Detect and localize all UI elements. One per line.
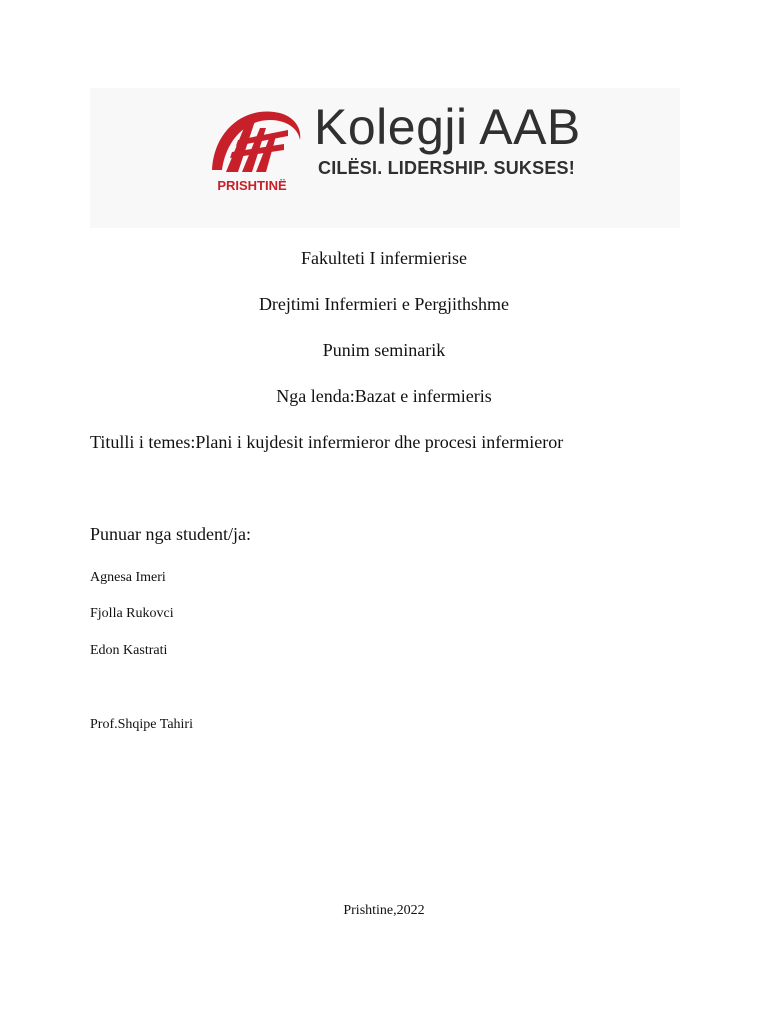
aab-emblem-graphic (204, 100, 304, 194)
program-line: Drejtimi Infermieri e Pergjithshme (258, 294, 510, 314)
logo-banner (90, 88, 680, 228)
topic-title: Titulli i temes:Plani i kujdesit infermieror dhe procesi infermieror (90, 432, 564, 452)
professor-name: Prof.Shqipe Tahiri (90, 717, 193, 732)
author-name: Fjolla Rukovci (90, 606, 174, 621)
college-tagline: CILËSI. LIDERSHIP. SUKSES! (318, 158, 575, 178)
emblem-label: PRISHTINË (217, 178, 287, 193)
author-name: Edon Kastrati (90, 643, 168, 658)
author-name: Agnesa Imeri (90, 570, 166, 585)
faculty-line: Fakulteti I infermierise (301, 248, 467, 268)
document-type-line: Punim seminarik (322, 340, 446, 360)
aab-emblem-icon (204, 100, 304, 194)
authors-heading: Punuar nga student/ja: (90, 524, 251, 544)
place-date: Prishtine,2022 (343, 903, 425, 918)
subject-line: Nga lenda:Bazat e infermieris (276, 386, 492, 406)
college-name: Kolegji AAB (314, 99, 581, 155)
